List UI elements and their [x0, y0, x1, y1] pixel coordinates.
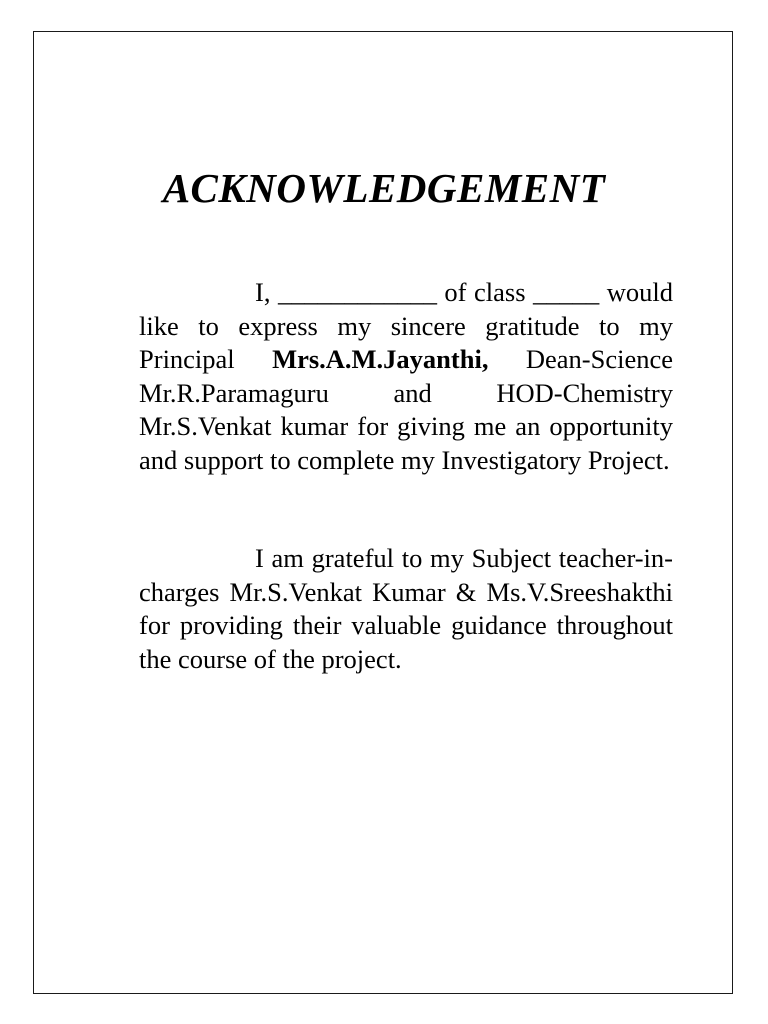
page-title: ACKNOWLEDGEMENT: [162, 165, 606, 211]
paragraph-1-rest: Dean-Science Mr.R.Paramaguru and HOD-Chemistry Mr.S.Venkat kumar for giving me an opportunity and support to complete my Investigatory Project.: [139, 344, 673, 475]
paragraph-1-intro: I, ____________ of class _____ would like to express my sincere gratitude to my Principal: [139, 277, 673, 374]
acknowledgement-paragraph-1: [139, 276, 673, 477]
acknowledgement-paragraph-2: I am grateful to my Subject teacher-in-charges Mr.S.Venkat Kumar & Ms.V.Sreeshakthi for providing their valuable guidance throughout the course of the project.: [139, 543, 673, 674]
principal-name: Mrs.A.M.Jayanthi,: [272, 344, 489, 374]
